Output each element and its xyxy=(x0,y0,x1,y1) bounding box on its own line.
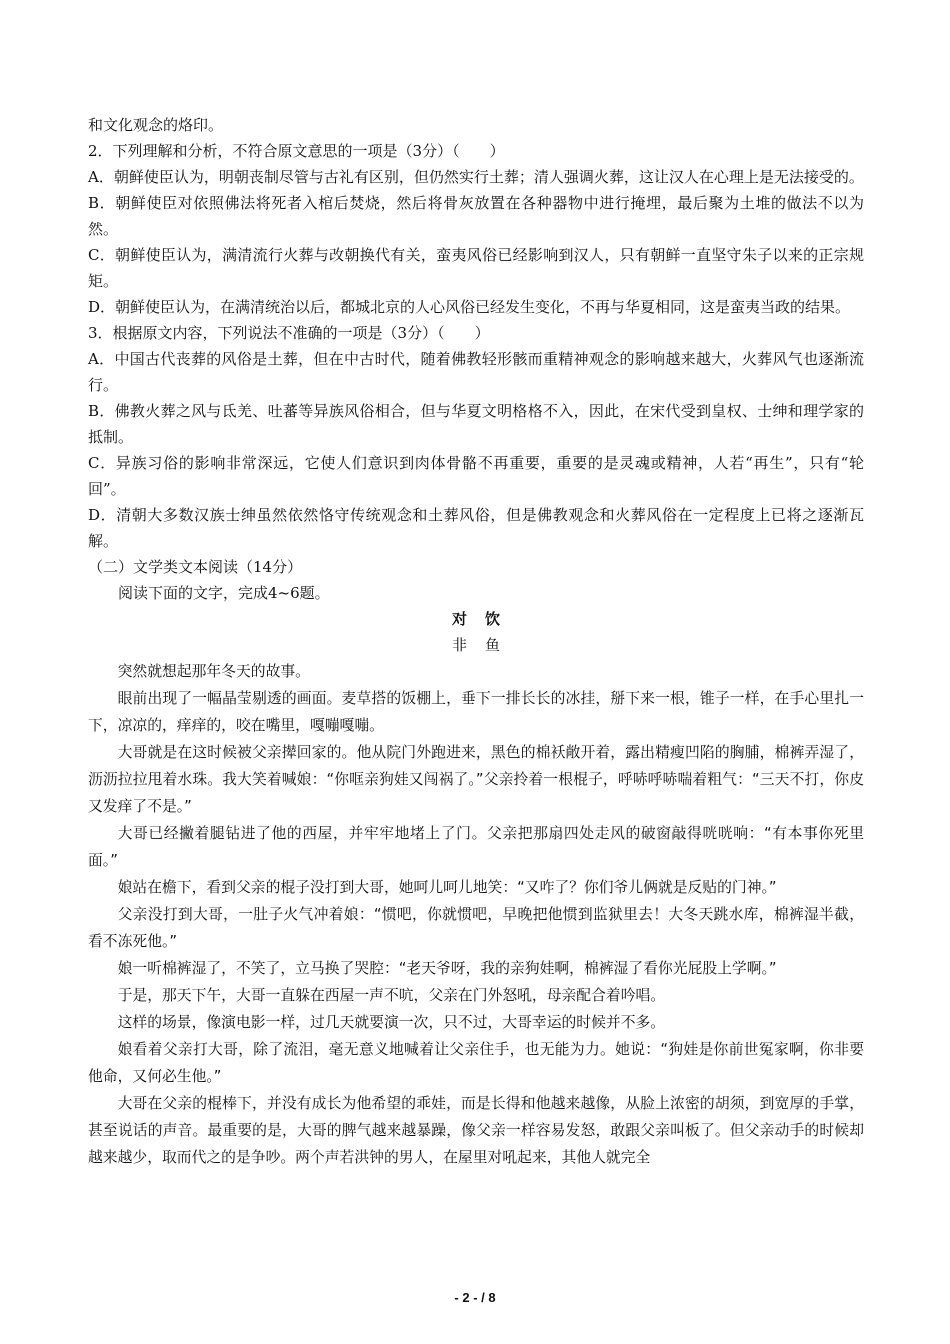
question-2-option-b: B．朝鲜使臣对依照佛法将死者入棺后焚烧，然后将骨灰放置在各种器物中进行掩埋，最后聚为土堆的做法不以为然。 xyxy=(88,194,864,238)
page-number: - 2 - / 8 xyxy=(454,1290,496,1305)
story-paragraph: 这样的场景，像演电影一样，过几天就要演一次，只不过，大哥幸运的时候并不多。 xyxy=(117,1014,666,1031)
question-3-option-c: C．异族习俗的影响非常深远，它使人们意识到肉体骨骼不再重要，重要的是灵魂或精神，人若“再生”，只有“轮回”。 xyxy=(88,454,864,498)
story-body xyxy=(88,658,864,1171)
story-paragraph: 眼前出现了一幅晶莹剔透的画面。麦草搭的饭棚上，垂下一排长长的冰挂，掰下来一根，锥子一样，在手心里扎一下，凉凉的，痒痒的，咬在嘴里，嘎嘣嘎嘣。 xyxy=(88,690,864,734)
story-paragraph: 于是，那天下午，大哥一直躲在西屋一声不吭，父亲在门外怒吼，母亲配合着吟唱。 xyxy=(117,987,666,1004)
question-3-option-d: D．清朝大多数汉族士绅虽然依然恪守传统观念和土葬风俗，但是佛教观念和火葬风俗在一定程度上已将之逐渐瓦解。 xyxy=(88,506,864,550)
question-2-option-d: D．朝鲜使臣认为，在满清统治以后，都城北京的人心风俗已经发生变化，不再与华夏相同，这是蛮夷当政的结果。 xyxy=(88,298,851,316)
section-heading: （二）文学类文本阅读（14分） xyxy=(88,558,303,576)
question-3-option-a: A．中国古代丧葬的风俗是土葬，但在中古时代，随着佛教轻形骸而重精神观念的影响越来越大，火葬风气也逐渐流行。 xyxy=(88,350,864,394)
question-2-stem: 2．下列理解和分析，不符合原文意思的一项是（3分）（ ） xyxy=(88,142,505,160)
question-2-option-c: C．朝鲜使臣认为，满清流行火葬与改朝换代有关，蛮夷风俗已经影响到汉人，只有朝鲜一直坚守朱子以来的正宗规矩。 xyxy=(88,246,864,290)
question-2-option-a: A．朝鲜使臣认为，明朝丧制尽管与古礼有区别，但仍然实行土葬；清人强调火葬，这让汉人在心理上是无法接受的。 xyxy=(88,168,864,186)
story-paragraph: 大哥已经撇着腿钻进了他的西屋，并牢牢地堵上了门。父亲把那扇四处走风的破窗敲得咣咣响：“有本事你死里面。” xyxy=(88,825,864,869)
story-author: 非鱼 xyxy=(451,636,518,654)
question-3-stem: 3．根据原文内容，下列说法不准确的一项是（3分）（ ） xyxy=(88,324,490,342)
story-title: 对饮 xyxy=(451,610,518,628)
text-line: 和文化观念的烙印。 xyxy=(88,116,224,134)
story-paragraph: 大哥在父亲的棍棒下，并没有成长为他希望的乖娃，而是长得和他越来越像，从脸上浓密的胡须，到宽厚的手掌，甚至说话的声音。最重要的是，大哥的脾气越来越暴躁，像父亲一样容易发怒，敢跟父亲叫板了。但父亲动手的时候却越来越少，取而代之的是争吵。两个声若洪钟的男人，在屋里对吼起来，其他人就完全 xyxy=(88,1095,864,1166)
story-paragraph: 娘站在檐下，看到父亲的棍子没打到大哥，她呵儿呵儿地笑：“又咋了？你们爷儿俩就是反贴的门神。” xyxy=(117,879,777,896)
story-paragraph: 娘一听棉裤湿了，不笑了，立马换了哭腔：“老天爷呀，我的亲狗娃啊，棉裤湿了看你光屁股上学啊。” xyxy=(117,960,777,977)
story-paragraph: 突然就想起那年冬天的故事。 xyxy=(117,663,310,680)
story-paragraph: 娘看着父亲打大哥，除了流泪，毫无意义地喊着让父亲住手，也无能为力。她说：“狗娃是你前世冤家啊，你非要他命，又何必生他。” xyxy=(88,1041,864,1085)
reading-instruction: 阅读下面的文字，完成4~6题。 xyxy=(118,584,330,602)
story-paragraph: 父亲没打到大哥，一肚子火气冲着娘：“惯吧，你就惯吧，早晚把他惯到监狱里去！大冬天跳水库，棉裤湿半截，看不冻死他。” xyxy=(88,906,864,950)
page-content xyxy=(88,112,864,1171)
question-3-option-b: B．佛教火葬之风与氐羌、吐蕃等异族风俗相合，但与华夏文明格格不入，因此，在宋代受到皇权、士绅和理学家的抵制。 xyxy=(88,402,864,446)
story-paragraph: 大哥就是在这时候被父亲撵回家的。他从院门外跑进来，黑色的棉袄敞开着，露出精瘦凹陷的胸脯，棉裤弄湿了，沥沥拉拉甩着水珠。我大笑着喊娘：“你哐亲狗娃又闯祸了。”父亲拎着一根棍子，呼哧呼哧喘着粗气：“三天不打，你皮又发痒了不是。” xyxy=(88,744,864,815)
